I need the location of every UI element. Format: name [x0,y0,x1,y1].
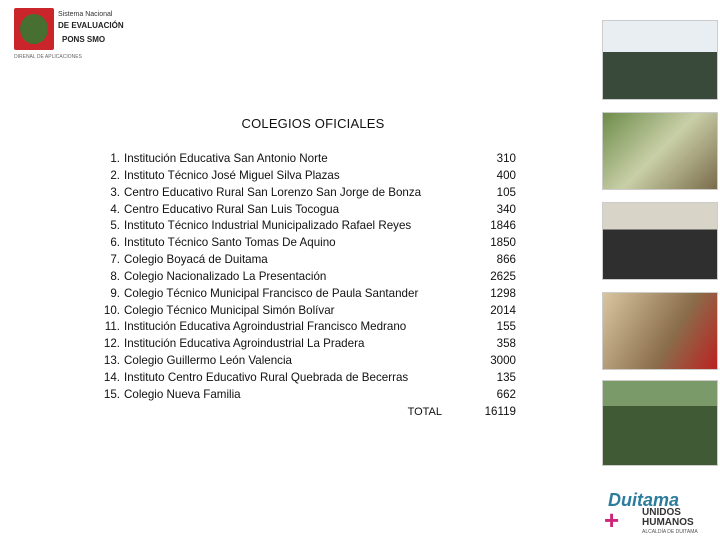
school-photo-3 [602,202,718,280]
student-count: 358 [496,337,516,351]
school-name: Institución Educativa Agroindustrial La Pradera [124,337,365,351]
school-name: Colegio Nueva Familia [124,387,241,401]
item-number: 8. [110,269,120,283]
school-name: Colegio Técnico Municipal Simón Bolívar [124,303,335,317]
logo-word-alcaldia: ALCALDÍA DE DUITAMA [642,529,698,535]
list-item [100,235,520,252]
item-number: 7. [110,253,120,267]
list-item [100,168,520,185]
item-number: 2. [110,168,120,182]
item-number: 1. [110,152,120,165]
student-count: 2625 [490,269,516,283]
student-count: 135 [496,370,516,384]
list-item [100,286,520,303]
list-item [100,387,520,404]
list-item [100,218,520,235]
logo-line3: PONS SMO [62,35,106,44]
total-value: 16119 [484,404,516,418]
list-item [100,202,520,219]
student-count: 105 [496,185,516,199]
evaluation-logo [14,8,122,62]
list-item [100,151,520,168]
school-photo-5 [602,380,718,466]
item-number: 14. [103,370,120,384]
item-number: 11. [104,320,120,334]
student-count: 1850 [490,236,516,250]
schools-list [100,151,520,421]
item-number: 9. [110,286,120,300]
student-count: 1846 [490,219,516,233]
item-number: 10. [103,303,120,317]
logo-word-duitama: Duitama [608,490,680,510]
school-photo-2 [602,112,718,190]
item-number: 3. [110,185,120,199]
school-photo-1 [602,20,718,100]
duitama-logo [598,490,718,536]
item-number: 5. [110,219,120,233]
list-item [100,336,520,353]
school-name: Colegio Boyacá de Duitama [124,253,268,267]
school-name: Colegio Nacionalizado La Presentación [124,269,327,283]
logo-emblem-icon [14,8,54,50]
list-item [100,185,520,202]
school-name: Institución Educativa San Antonio Norte [124,152,328,165]
school-name: Instituto Técnico José Miguel Silva Plazas [124,168,340,182]
page-title: COLEGIOS OFICIALES [241,116,385,131]
list-item [100,303,520,320]
student-count: 3000 [490,354,516,368]
item-number: 15. [103,387,120,401]
student-count: 155 [496,320,516,334]
school-name: Instituto Técnico Industrial Municipalizado Rafael Reyes [124,219,412,233]
item-number: 4. [110,202,120,216]
school-name: Colegio Guillermo León Valencia [124,354,292,368]
list-item [100,252,520,269]
student-count: 340 [496,202,516,216]
logo-word-humanos: HUMANOS [642,517,694,528]
total-label: TOTAL [407,405,442,418]
school-name: Centro Educativo Rural San Lorenzo San Jorge de Bonza [124,185,422,199]
school-name: Institución Educativa Agroindustrial Francisco Medrano [124,320,407,334]
school-photo-4 [602,292,718,370]
item-number: 6. [110,236,120,250]
school-name: Instituto Técnico Santo Tomas De Aquino [124,236,336,250]
plus-icon: + [604,505,620,535]
total-row [100,404,520,421]
item-number: 12. [103,337,120,351]
student-count: 400 [496,168,516,182]
school-name: Colegio Técnico Municipal Francisco de Paula Santander [124,286,419,300]
student-count: 2014 [490,303,516,317]
student-count: 310 [496,152,516,165]
list-item [100,319,520,336]
student-count: 866 [496,253,516,267]
list-item [100,370,520,387]
student-count: 1298 [490,286,516,300]
logo-line4: DIRENAL DE APLICACIONES [14,54,82,60]
list-item [100,269,520,286]
list-item [100,353,520,370]
logo-line2: DE EVALUACIÓN [58,21,124,30]
school-name: Instituto Centro Educativo Rural Quebrada de Becerras [124,370,409,384]
student-count: 662 [496,387,516,401]
school-name: Centro Educativo Rural San Luis Tocogua [124,202,340,216]
logo-line1: Sistema Nacional [58,11,113,18]
logo-word-unidos: UNIDOS [642,507,681,518]
item-number: 13. [103,354,120,368]
